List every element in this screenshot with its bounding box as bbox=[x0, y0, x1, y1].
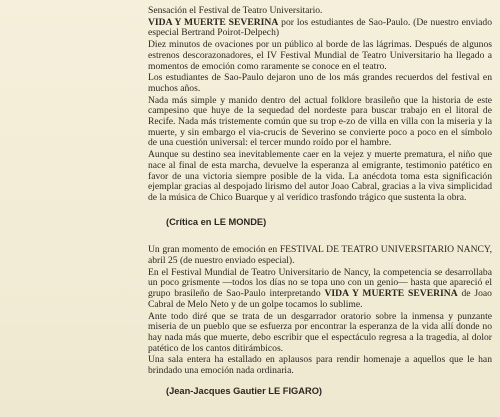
article-le-monde bbox=[148, 6, 492, 227]
source-credit: (Crítica en LE MONDE) bbox=[166, 216, 267, 227]
headline: Un gran momento de emoción en FESTIVAL DE TEATRO UNIVERSITARIO NANCY, abril 25 (de nuestro enviado especial). bbox=[148, 244, 492, 267]
headline: Sensación el Festival de Teatro Universitario. bbox=[148, 5, 323, 16]
paragraph bbox=[148, 268, 492, 311]
paragraph: Los estudiantes de Sao-Paulo dejaron uno de los más grandes recuerdos del festival en muchos años. bbox=[148, 72, 492, 94]
source-credit: (Jean-Jacques Gautier LE FIGARO) bbox=[166, 385, 323, 396]
paragraph: Ante todo diré que se trata de un desgarrador oratorio sobre la inmensa y punzante miseria de un pueblo que se esfuerza por encontrar la esperanza de la vida allí donde no hay nada más que muerte, debo escribir que el espectáculo regresa a la tragedia, al dolor patético de los cantos ditirámbicos. bbox=[148, 310, 492, 354]
subheadline bbox=[148, 18, 492, 39]
paragraph: Nada más simple y manido dentro del actual folklore brasileño que la historia de este campesino que huye de la sequedad del nordeste para buscar trabajo en el litoral de Recife. Nada más tristemente común que su trop e-zo de villa en villa con la miseria y la muerte, y sin embargo el via-crucis de Severino se convierte poco a poco en el símbolo de una cuestión universal: el tercer mundo roído por el hambre. bbox=[148, 94, 492, 149]
paragraph: Una sala entera ha estallado en aplausos para rendir homenaje a aquellos que le han brindado una emoción nada ordinaria. bbox=[148, 354, 492, 377]
play-title: VIDA Y MUERTE SEVERINA bbox=[148, 16, 279, 28]
paragraph-text: de Joao Cabral de Melo Neto y de un golpe tocamos lo sublime. bbox=[148, 288, 492, 310]
play-title: VIDA Y MUERTE SEVERINA bbox=[324, 288, 458, 300]
paragraph-text: En el Festival Mundial de Teatro Universitario de Nancy, la competencia se desarrollaba un poco grismente —todos los días no se topa uno con un genio— hasta que apareció el grupo brasileño de Sao-Paulo interpretando bbox=[148, 266, 492, 300]
paragraph: Aunque su destino sea inevitablemente caer en la vejez y muerte prematura, el niño que nace al final de esta marcha, devuelve la esperanza al emigrante, testimonio patético en favor de una victoria siempre posible de la vida. La anécdota toma esta significación ejemplar gracias al despojado lirismo del autor Joao Cabral, gracias a la viva simplicidad de la música de Chico Buarque y al verídico trasfondo trágico que sustenta la obra. bbox=[148, 149, 492, 203]
byline: por los estudiantes de Sao-Paulo. (De nuestro enviado especial Bertrand Poirot-Delpech) bbox=[148, 16, 492, 39]
paragraph: Diez minutos de ovaciones por un público al borde de las lágrimas. Después de algunos estrenos descorazonadores, el IV Festival Mundial de Teatro Universitario ha llegado a momentos de emoción como raramente se conoce en el teatro. bbox=[148, 39, 492, 72]
article-le-figaro bbox=[148, 245, 492, 396]
